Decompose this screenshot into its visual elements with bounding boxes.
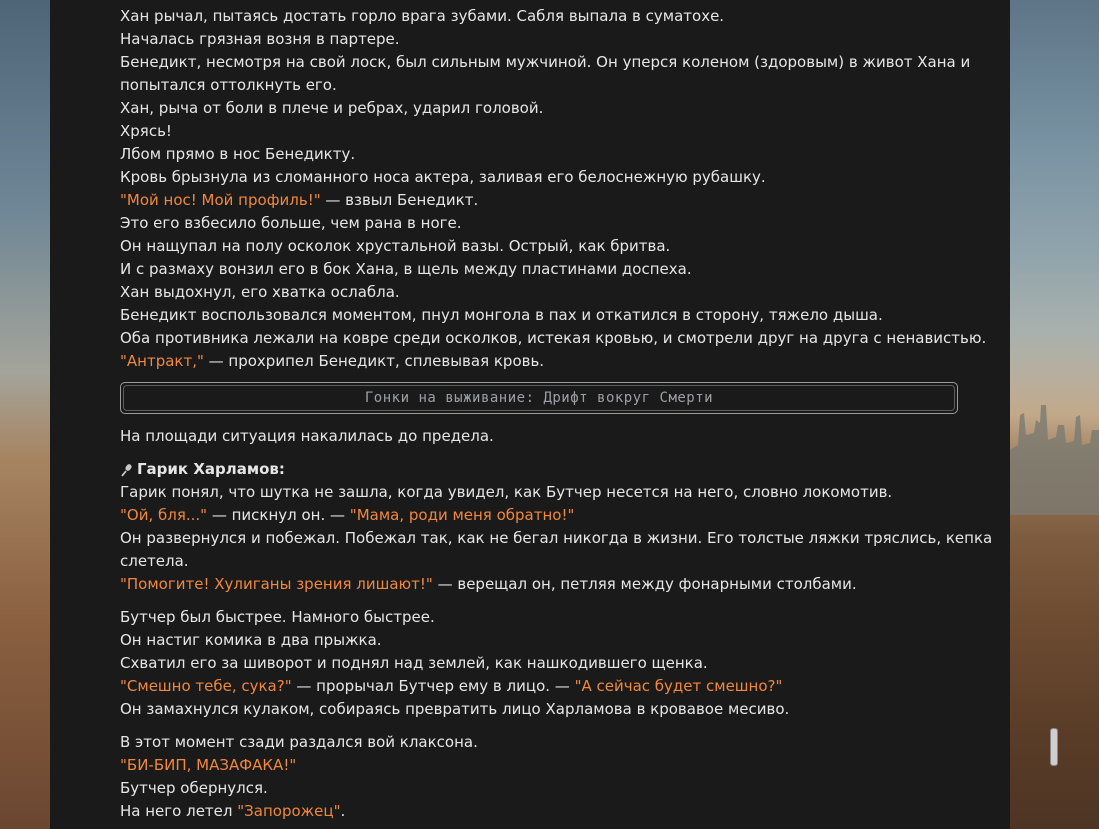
text-line — [120, 698, 789, 721]
scrollbar-thumb[interactable] — [1050, 728, 1058, 766]
text-span: Это его взбесило больше, чем рана в ноге. — [120, 214, 462, 232]
text-line — [120, 504, 992, 527]
quote-span: "БИ-БИП, МАЗАФАКА!" — [120, 756, 297, 774]
text-span: — пискнул он. — — [207, 506, 350, 524]
text-line — [120, 731, 478, 754]
paragraph-intro: На площади ситуация накалилась до предела. — [120, 427, 494, 445]
text-span: Он замахнулся кулаком, собираясь превратить лицо Харламова в кровавое месиво. — [120, 700, 790, 718]
text-span: Оба противника лежали на ковре среди осколков, истекая кровью, и смотрели друг на друга с ненавистью. — [120, 329, 987, 347]
text-span: . — [340, 802, 346, 820]
text-span: Хрясь! — [120, 122, 172, 140]
speaker-name: Гарик Харламов: — [137, 460, 285, 478]
quote-span: "Запорожец" — [237, 802, 341, 820]
quote-span: "А сейчас будет смешно?" — [574, 677, 783, 695]
text-span: Бенедикт, несмотря на свой лоск, был сильным мужчиной. Он уперся коленом (здоровым) в живот Хана и — [120, 53, 971, 71]
text-line — [120, 481, 992, 504]
text-line — [120, 143, 986, 166]
text-span: — верещал он, петляя между фонарными столбами. — [432, 575, 857, 593]
text-span: Кровь брызнула из сломанного носа актера, заливая его белоснежную рубашку. — [120, 168, 766, 186]
paragraph-block-4 — [120, 731, 478, 823]
text-span: Бутчер был быстрее. Намного быстрее. — [120, 608, 435, 626]
reader-panel — [50, 0, 1010, 829]
speaker-label — [120, 458, 285, 481]
text-span: Он нащупал на полу осколок хрустальной вазы. Острый, как бритва. — [120, 237, 671, 255]
text-line — [120, 327, 986, 350]
quote-span: "Антракт," — [120, 352, 204, 370]
text-line — [120, 258, 986, 281]
text-line — [120, 652, 789, 675]
text-line — [120, 550, 992, 573]
ruined-city-silhouette — [1010, 395, 1099, 515]
microphone-icon — [120, 463, 134, 477]
text-span: — прохрипел Бенедикт, сплевывая кровь. — [203, 352, 545, 370]
text-span: Хан рычал, пытаясь достать горло врага зубами. Сабля выпала в суматохе. — [120, 7, 725, 25]
text-line — [120, 606, 789, 629]
text-span: На него летел — [120, 802, 238, 820]
text-line — [120, 166, 986, 189]
section-title: Гонки на выживание: Дрифт вокруг Смерти — [364, 390, 714, 406]
text-line — [120, 235, 986, 258]
text-span: слетела. — [120, 552, 189, 570]
paragraph-block-1 — [120, 5, 986, 373]
text-line — [120, 212, 986, 235]
text-span: В этот момент сзади раздался вой клаксона. — [120, 733, 478, 751]
background-left-strip — [0, 0, 50, 829]
text-line — [120, 527, 992, 550]
quote-span: "Помогите! Хулиганы зрения лишают!" — [120, 575, 433, 593]
text-span: И с размаху вонзил его в бок Хана, в щель между пластинами доспеха. — [120, 260, 692, 278]
text-line — [120, 675, 789, 698]
quote-span: "Смешно тебе, сука?" — [120, 677, 292, 695]
text-line — [120, 800, 478, 823]
text-span: попытался оттолкнуть его. — [120, 76, 337, 94]
text-line — [120, 304, 986, 327]
text-span: Бутчер обернулся. — [120, 779, 268, 797]
text-span: Хан, рыча от боли в плече и ребрах, ударил головой. — [120, 99, 544, 117]
text-span: Он развернулся и побежал. Побежал так, как не бегал никогда в жизни. Его толстые ляжки тряслись, кепка — [120, 529, 993, 547]
text-line — [120, 189, 986, 212]
text-line — [120, 5, 986, 28]
text-span: Лбом прямо в нос Бенедикту. — [120, 145, 356, 163]
text-span: — прорычал Бутчер ему в лицо. — — [291, 677, 575, 695]
text-line — [120, 573, 992, 596]
text-line — [120, 281, 986, 304]
text-span: Началась грязная возня в партере. — [120, 30, 400, 48]
text-line — [120, 754, 478, 777]
text-span: — взвыл Бенедикт. — [320, 191, 479, 209]
paragraph-block-3 — [120, 606, 789, 721]
text-line — [120, 777, 478, 800]
text-span: Схватил его за шиворот и поднял над землей, как нашкодившего щенка. — [120, 654, 708, 672]
text-line — [120, 350, 986, 373]
text-span: Он настиг комика в два прыжка. — [120, 631, 382, 649]
text-line — [120, 28, 986, 51]
text-line — [120, 97, 986, 120]
quote-span: "Мама, роди меня обратно!" — [349, 506, 575, 524]
paragraph-block-2 — [120, 481, 992, 596]
text-span: Бенедикт воспользовался моментом, пнул монгола в пах и откатился в сторону, тяжело дыша. — [120, 306, 883, 324]
quote-span: "Ой, бля..." — [120, 506, 208, 524]
text-span: Хан выдохнул, его хватка ослабла. — [120, 283, 400, 301]
text-line — [120, 120, 986, 143]
text-span: Гарик понял, что шутка не зашла, когда увидел, как Бутчер несется на него, словно локомотив. — [120, 483, 893, 501]
text-line — [120, 51, 986, 74]
quote-span: "Мой нос! Мой профиль!" — [120, 191, 321, 209]
section-title-box — [120, 382, 958, 414]
text-line — [120, 629, 789, 652]
text-line — [120, 74, 986, 97]
